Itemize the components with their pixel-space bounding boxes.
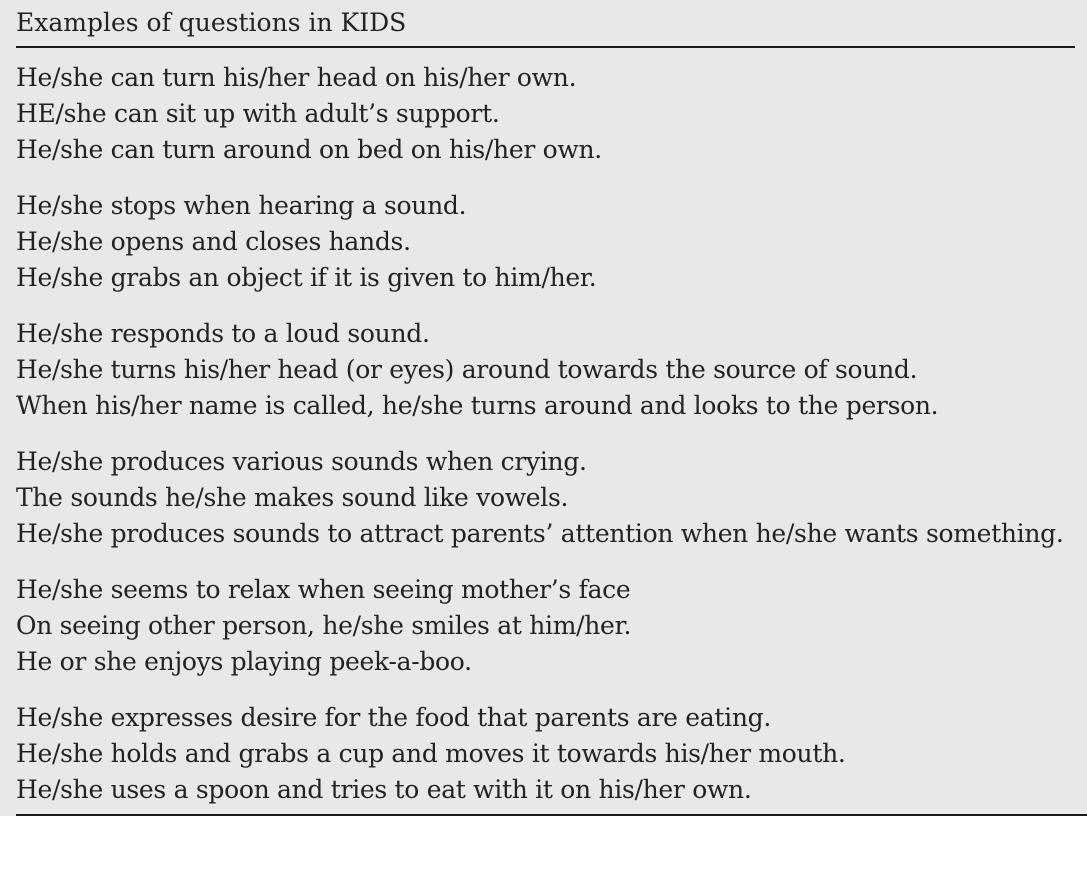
- question-group: [16, 188, 1087, 296]
- question-item: The sounds he/she makes sound like vowels.: [16, 483, 569, 512]
- question-item: When his/her name is called, he/she turns around and looks to the person.: [16, 391, 939, 420]
- question-item: He/she stops when hearing a sound.: [16, 191, 467, 220]
- question-group: [16, 60, 1087, 168]
- question-group: [16, 316, 1087, 424]
- question-item: He or she enjoys playing peek-a-boo.: [16, 647, 472, 676]
- question-item: He/she responds to a loud sound.: [16, 319, 430, 348]
- question-item: He/she seems to relax when seeing mother’s face: [16, 575, 631, 604]
- question-item: He/she produces various sounds when crying.: [16, 447, 587, 476]
- question-item: He/she uses a spoon and tries to eat with it on his/her own.: [16, 775, 752, 804]
- question-item: HE/she can sit up with adult’s support.: [16, 99, 500, 128]
- question-item: He/she turns his/her head (or eyes) around towards the source of sound.: [16, 355, 918, 384]
- question-item: He/she opens and closes hands.: [16, 227, 411, 256]
- question-item: On seeing other person, he/she smiles at him/her.: [16, 611, 632, 640]
- question-item: He/she can turn his/her head on his/her own.: [16, 63, 577, 92]
- table-header: Examples of questions in KIDS: [16, 8, 407, 37]
- question-groups: [16, 60, 1087, 828]
- question-group: [16, 700, 1087, 808]
- question-item: He/she holds and grabs a cup and moves it towards his/her mouth.: [16, 739, 846, 768]
- question-group: [16, 572, 1087, 680]
- header-rule: [16, 46, 1075, 48]
- question-item: He/she expresses desire for the food that parents are eating.: [16, 703, 771, 732]
- footer-rule: [16, 814, 1087, 816]
- question-item: He/she can turn around on bed on his/her own.: [16, 135, 602, 164]
- question-item: He/she produces sounds to attract parents’ attention when he/she wants something.: [16, 519, 1064, 548]
- question-group: [16, 444, 1087, 552]
- question-item: He/she grabs an object if it is given to him/her.: [16, 263, 597, 292]
